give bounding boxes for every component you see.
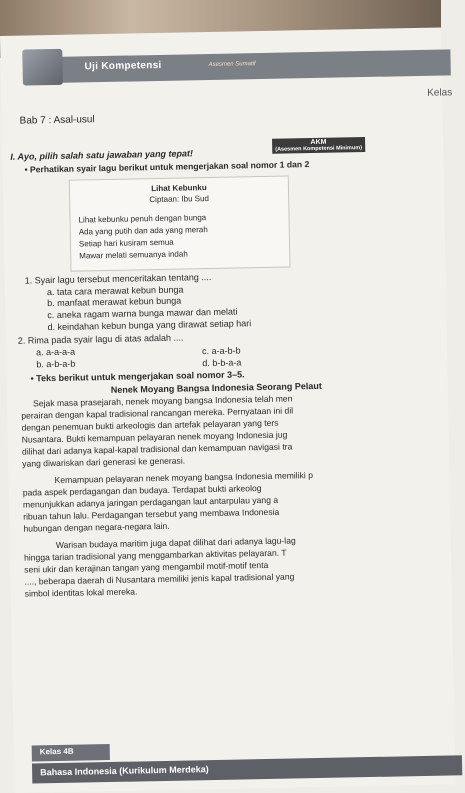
article-line: menunjukkan adanya jaringan perdagangan laut antarpulau yang a (22, 494, 279, 510)
article-line: hingga tarian tradisional yang menggambarkan aktivitas pelayaran. T (23, 547, 287, 563)
q2-option-d: d. b-b-a-a (202, 357, 242, 369)
poem-line: Setiap hari kusiram semua (78, 237, 174, 249)
q1-option-d: d. keindahan kebun bunga yang dirawat setiap hari (47, 318, 252, 333)
article-line: Kemampuan pelayaran nenek moyang bangsa Indonesia memiliki p (54, 470, 314, 486)
footer-class: Kelas 4B (39, 746, 74, 757)
header-title: Uji Kompetensi (84, 59, 162, 73)
poem-line: Mawar melati semuanya indah (79, 249, 188, 261)
article-line: Nusantara. Bukti kemampuan pelayaran nenek moyang Indonesia jug (21, 429, 288, 445)
question-2: 2. Rima pada syair lagu di atas adalah .... (17, 332, 184, 346)
article-line: yang diwariskan dari generasi ke generasi. (22, 455, 186, 469)
q2-option-c: c. a-a-b-b (201, 345, 241, 357)
article-line: perairan dengan kapal tradisional rancangan mereka. Pernyataan ini dil (21, 405, 294, 421)
instruction: I. Ayo, pilih salah satu jawaban yang tepat! (10, 148, 194, 162)
article-title: Nenek Moyang Bangsa Indonesia Seorang Pelaut (110, 380, 322, 395)
text-intro: • Teks berikut untuk mengerjakan soal nomor 3–5. (30, 369, 245, 384)
chapter-logo-icon (22, 49, 63, 86)
poem-box (69, 175, 291, 271)
kelas-tag: Kelas (427, 87, 453, 99)
q1-option-a: a. tata cara merawat kebun bunga (46, 284, 184, 298)
q1-option-c: c. aneka ragam warna bunga mawar dan melati (47, 306, 238, 321)
poem-line: Lihat kebunku penuh dengan bunga (78, 213, 207, 225)
akm-badge (272, 137, 365, 154)
book-page (0, 28, 455, 793)
footer-book-title: Bahasa Indonesia (Kurikulum Merdeka) (40, 764, 209, 778)
header-subtitle: Asesmen Sumatif (208, 61, 256, 69)
article-line: ...., beberapa daerah di Nusantara memiliki jenis kapal tradisional yang (24, 571, 295, 587)
article-line: dengan penemuan bukti arkeologis dan artefak pelayaran yang ters (21, 417, 279, 433)
poem-line: Ada yang putih dan ada yang merah (78, 225, 208, 237)
article-line: ribuan tahun lalu. Perdagangan tersebut yang membawa Indonesia (23, 506, 280, 522)
poem-author: Ciptaan: Ibu Sud (149, 194, 210, 205)
article-line: dilihat dari adanya kapal-kapal tradisional dan kemampuan navigasi tra (21, 441, 293, 457)
article-line: pada aspek perdagangan dan budaya. Terdapat bukti arkeolog (22, 483, 262, 498)
article-line: hubungan dengan negara-negara lain. (23, 520, 170, 534)
article-line: simbol identitas lokal mereka. (24, 586, 138, 599)
poem-intro: • Perhatikan syair lagu berikut untuk mengerjakan soal nomor 1 dan 2 (24, 159, 310, 175)
article-line: seni ukir dan kerajinan tangan yang mengambil motif-motif tenta (24, 559, 269, 575)
q2-option-b: b. a-b-a-b (36, 358, 76, 370)
chapter-title: Bab 7 : Asal-usul (19, 114, 95, 127)
article-line: Warisan budaya maritim juga dapat dilihat dari adanya lagu-lag (55, 535, 296, 551)
akm-sublabel: (Asesmen Kompetensi Minimum) (275, 145, 363, 153)
q2-option-a: a. a-a-a-a (35, 346, 76, 358)
poem-title: Lihat Kebunku (151, 183, 207, 194)
q1-option-b: b. manfaat merawat kebun bunga (47, 295, 182, 309)
question-1: 1. Syair lagu tersebut menceritakan tentang .... (24, 271, 212, 286)
akm-label: AKM (310, 138, 327, 147)
article-line: Sejak masa prasejarah, nenek moyang bangsa Indonesia telah men (32, 393, 293, 409)
